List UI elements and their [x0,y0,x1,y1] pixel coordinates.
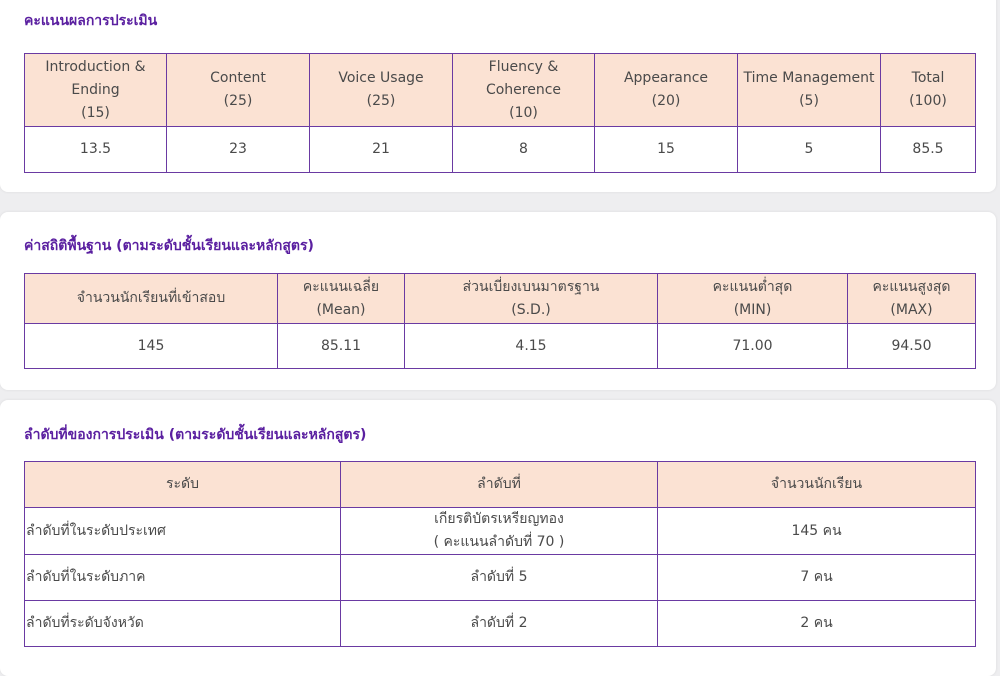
ranking-count-national: 145 คน [658,508,976,555]
ranking-level-provincial: ลำดับที่ระดับจังหวัด [25,601,341,647]
header-rank: ลำดับที่ [341,462,658,508]
ranking-rank-regional: ลำดับที่ 5 [341,555,658,601]
header-fluency-coherence: Fluency & Coherence (10) [453,54,595,127]
header-sd: ส่วนเบี่ยงเบนมาตรฐาน (S.D.) [405,274,658,324]
header-appearance: Appearance (20) [595,54,738,127]
ranking-level-regional: ลำดับที่ในระดับภาค [25,555,341,601]
ranking-level-national: ลำดับที่ในระดับประเทศ [25,508,341,555]
score-appearance: 15 [595,127,738,173]
header-mean: คะแนนเฉลี่ย (Mean) [278,274,405,324]
stats-value-row [25,324,976,369]
stat-max: 94.50 [848,324,976,369]
header-student-count: จำนวนนักเรียนที่เข้าสอบ [25,274,278,324]
score-fluency-coherence: 8 [453,127,595,173]
stats-header-row [25,274,976,324]
ranking-card [0,400,996,676]
stat-sd: 4.15 [405,324,658,369]
stat-mean: 85.11 [278,324,405,369]
header-min: คะแนนต่ำสุด (MIN) [658,274,848,324]
stats-table [24,273,976,369]
score-content: 23 [167,127,310,173]
scores-table [24,53,976,173]
ranking-rank-provincial: ลำดับที่ 2 [341,601,658,647]
header-introduction-ending: Introduction & Ending (15) [25,54,167,127]
ranking-section-title: ลำดับที่ของการประเมิน (ตามระดับชั้นเรียนและหลักสูตร) [24,427,367,443]
header-total: Total (100) [881,54,976,127]
scores-value-row [25,127,976,173]
ranking-header-row [25,462,976,508]
header-max: คะแนนสูงสุด (MAX) [848,274,976,324]
ranking-row-provincial [25,601,976,647]
stats-section-title: ค่าสถิติพื้นฐาน (ตามระดับชั้นเรียนและหลักสูตร) [24,238,314,254]
header-voice-usage: Voice Usage (25) [310,54,453,127]
scores-header-row [25,54,976,127]
header-student-total: จำนวนนักเรียน [658,462,976,508]
header-time-management: Time Management (5) [738,54,881,127]
header-level: ระดับ [25,462,341,508]
score-introduction-ending: 13.5 [25,127,167,173]
score-total: 85.5 [881,127,976,173]
ranking-count-provincial: 2 คน [658,601,976,647]
ranking-rank-national: เกียรติบัตรเหรียญทอง ( คะแนนลำดับที่ 70 ) [341,508,658,555]
ranking-count-regional: 7 คน [658,555,976,601]
ranking-row-national [25,508,976,555]
stats-card [0,212,996,390]
ranking-row-regional [25,555,976,601]
header-content: Content (25) [167,54,310,127]
score-time-management: 5 [738,127,881,173]
scores-section-title: คะแนนผลการประเมิน [24,13,158,29]
scores-card [0,0,996,192]
stat-min: 71.00 [658,324,848,369]
stat-student-count: 145 [25,324,278,369]
score-voice-usage: 21 [310,127,453,173]
ranking-table [24,461,976,647]
